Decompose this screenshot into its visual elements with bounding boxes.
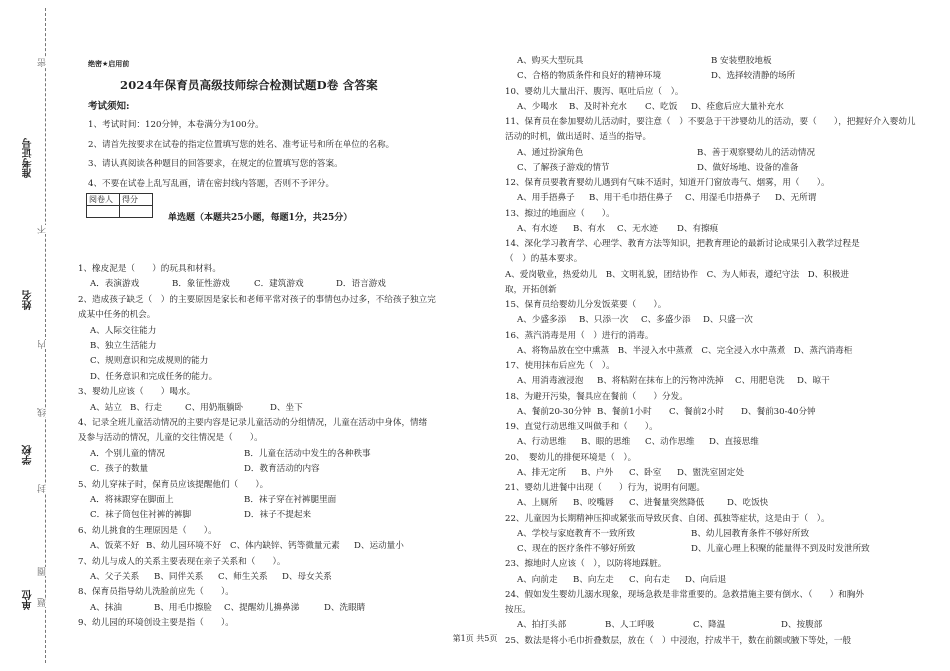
answer-option[interactable]: B、善于观察婴幼儿的活动情况 — [697, 147, 816, 158]
answer-option[interactable]: A、上厕所 — [517, 498, 558, 509]
answer-options — [505, 193, 835, 204]
seal-mark: 密 — [38, 58, 48, 67]
answer-option[interactable]: A．将袜跟穿在脚面上 — [90, 495, 174, 505]
answer-option[interactable]: B、及时补充水 — [569, 101, 627, 112]
answer-options — [78, 403, 310, 414]
answer-option[interactable]: D、坐下 — [270, 402, 303, 413]
answer-option[interactable]: D、洗眼睛 — [324, 602, 366, 613]
answer-options — [78, 464, 364, 475]
answer-option[interactable]: D、有擦痕 — [677, 223, 719, 234]
answer-options — [78, 510, 364, 521]
answer-options — [505, 529, 841, 540]
answer-option[interactable]: C、体内缺锌、钙等微量元素 — [230, 541, 340, 552]
seal-mark: 不 — [38, 225, 48, 234]
answer-option[interactable]: C、用湿毛巾捂鼻子 — [685, 193, 761, 204]
question-text: 3、婴幼儿应该（ ）喝水。 — [78, 387, 196, 398]
answer-option[interactable]: B、向左走 — [573, 574, 614, 585]
answer-options — [78, 279, 418, 290]
question-text: 4、记录全班儿童活动情况的主要内容是记录儿童活动的分组情况，儿童在活动中身体，情绪 — [78, 418, 428, 428]
answer-options — [505, 544, 891, 555]
question-text: 1、橡皮泥是（ ）的玩具和材料。 — [78, 264, 221, 274]
score-cell: 得分 — [120, 194, 153, 206]
answer-option[interactable]: C、用肥皂洗 — [735, 376, 785, 387]
answer-option: B、独立生活能力 — [90, 341, 157, 351]
answer-option[interactable]: D、儿童心理上积聚的能量得不到及时发泄所致 — [691, 544, 870, 554]
answer-options — [505, 224, 737, 235]
answer-option[interactable]: A、购买大型玩具 — [517, 56, 584, 66]
answer-option[interactable]: C、降温 — [693, 620, 726, 631]
answer-options — [78, 495, 364, 506]
seal-mark: 题 — [38, 598, 48, 607]
notice-heading: 考试须知: — [88, 101, 130, 112]
answer-option[interactable]: B、用毛巾擦脸 — [154, 602, 212, 613]
question-text: 13、擦过的地面应（ ）。 — [505, 208, 615, 219]
answer-options — [505, 315, 765, 326]
answer-option[interactable]: D、母女关系 — [282, 572, 332, 582]
answer-option[interactable]: C．袜子筒包住衬裤的裤脚 — [90, 510, 192, 521]
notice-rule: 1、考试时间：120分钟，本卷满分为100分。 — [88, 120, 264, 130]
answer-option[interactable]: C、合格的物质条件和良好的精神环境 — [517, 71, 662, 82]
answer-option[interactable]: A．表演游戏 — [90, 279, 140, 290]
answer-options — [505, 575, 741, 586]
answer-options — [505, 56, 831, 67]
answer-option[interactable]: A、学校与家庭教育不一致所致 — [517, 528, 635, 539]
question-text: 11、保育员在参加婴幼儿活动时，要注意（ ）不要急于干涉婴幼儿的活动，要（ ），把握好介入婴幼儿 — [505, 117, 916, 127]
question-text: 取，开拓创新 — [505, 284, 557, 295]
answer-option[interactable]: A、站立 — [90, 402, 122, 413]
answer-option[interactable]: A、行动思维 — [517, 437, 567, 448]
answer-option[interactable]: B、幼儿园环境不好 — [146, 541, 222, 552]
question-text: 活动的时机，做出适时、适当的指导。 — [505, 132, 652, 143]
answer-option[interactable]: B．儿童在活动中发生的各种秩事 — [244, 448, 371, 459]
answer-option[interactable]: D、运动量小 — [354, 541, 404, 552]
answer-options — [505, 102, 801, 113]
question-text: 15、保育员给婴幼儿分发饭菜要（ ）。 — [505, 300, 667, 310]
answer-option[interactable]: B、户外 — [581, 467, 614, 478]
score-input-cell[interactable] — [120, 206, 153, 218]
question-text: 18、为避开污染，餐具应在餐前（ ）分发。 — [505, 391, 688, 402]
question-text: 2、造成孩子缺乏（ ）的主要原因是家长和老师平常对孩子的事情包办过多，不给孩子独立完 — [78, 294, 436, 305]
question-text: 14、深化学习教育学、心理学、教育方法等知识，把教育理论的最新讨论成果引入教学过程是 — [505, 239, 860, 249]
answer-option[interactable]: C、进餐量突然降低 — [629, 498, 705, 509]
seal-mark: 线 — [38, 408, 48, 417]
answer-options — [505, 71, 831, 82]
answer-options — [505, 148, 847, 159]
unit-label: 单位 — [23, 590, 34, 610]
question-text: 10、婴幼儿大量出汗、腹泻、呕吐后应（ ）。 — [505, 86, 684, 97]
question-text: 20、 婴幼儿的排便环境是（ ）。 — [505, 452, 637, 463]
answer-options — [505, 468, 767, 479]
answer-option: A、人际交往能力 — [90, 325, 157, 336]
section-heading: 单选题（本题共25小题，每题1分，共25分） — [168, 213, 353, 223]
notice-rule: 3、请认真阅读各种题目的回答要求，在规定的位置填写您的答案。 — [88, 159, 343, 169]
question-text: 25、数法是将小毛巾折叠数层，放在（ ）中浸泡，拧成半干，数在前额或腋下等处，一般 — [505, 635, 852, 646]
answer-option[interactable]: A、父子关系 — [90, 572, 140, 582]
answer-option[interactable]: C、师生关系 — [218, 572, 268, 582]
answer-options — [505, 407, 831, 418]
exam-id-label: 准考证号 — [23, 138, 34, 178]
answer-option[interactable]: B、人工呼吸 — [605, 620, 655, 631]
answer-options — [505, 498, 787, 509]
name-label: 姓名 — [23, 290, 34, 310]
answer-option[interactable]: B、同伴关系 — [154, 572, 204, 582]
answer-option[interactable]: C、现在的医疗条件不够好所致 — [517, 544, 636, 554]
answer-options — [505, 437, 773, 448]
answer-option[interactable]: B、将粘附在抹布上的污物冲洗掉 — [597, 376, 724, 387]
answer-option[interactable]: C、向右走 — [629, 574, 670, 585]
answer-option: A、将物品放在空中熏蒸 B、半浸入水中蒸煮 C、完全浸入水中蒸煮 D、蒸汽消毒柜 — [517, 345, 853, 356]
page-title: 2024年保育员高级技师综合检测试题D卷 含答案 — [120, 78, 378, 92]
answer-option[interactable]: C．建筑游戏 — [254, 279, 304, 290]
question-text: 5、幼儿穿袜子时，保育员应该提醒他们（ ）。 — [78, 479, 269, 490]
answer-option[interactable]: B、幼儿园教育条件不够好所致 — [691, 528, 810, 539]
answer-option: C、规则意识和完成规则的能力 — [90, 356, 209, 367]
answer-option[interactable]: B、眼的思维 — [581, 437, 631, 448]
seal-mark: 封 — [38, 484, 48, 493]
answer-option[interactable]: A、用手捂鼻子 — [517, 193, 575, 204]
question-text: 21、婴幼儿进餐中出现（ ）行为，说明有问题。 — [505, 483, 705, 493]
question-text: A、爱岗敬业，热爱幼儿 B、文明礼貌，团结协作 C、为人师表，遵纪守法 D、积极进 — [505, 269, 849, 280]
answer-option[interactable]: B、餐前1小时 — [597, 406, 652, 417]
answer-option[interactable]: C、提醒幼儿擤鼻涕 — [224, 602, 300, 613]
answer-options — [78, 449, 404, 460]
question-text: 及参与活动的情况，儿童的交往情况是（ ）。 — [78, 433, 263, 444]
grader-input-cell[interactable] — [87, 206, 120, 218]
answer-option[interactable]: D、按腹部 — [781, 620, 823, 631]
page-number: 第1页 共5页 — [452, 634, 498, 643]
question-text: （ ）的基本要求。 — [505, 254, 583, 265]
answer-option[interactable]: C、了解孩子游戏的情节 — [517, 162, 610, 173]
answer-option[interactable]: A、餐前20-30分钟 — [517, 406, 591, 417]
answer-option[interactable]: D、向后退 — [685, 574, 727, 585]
answer-option[interactable]: D．语言游戏 — [336, 279, 386, 290]
question-text: 16、蒸汽消毒是用（ ）进行的消毒。 — [505, 330, 654, 341]
question-text: 22、儿童因为长期精神压抑或紧张而导致厌食、自闭、孤独等症状，这是由于（ ）。 — [505, 513, 830, 524]
question-text: 12、保育员要教育婴幼儿遇到有气味不适时，知道开门窗放毒气、烟雾，用（ ）。 — [505, 178, 830, 188]
seal-mark: 圈 — [38, 567, 48, 576]
answer-option[interactable]: A、拍打头部 — [517, 620, 567, 631]
answer-option[interactable]: A、抹油 — [90, 602, 122, 613]
answer-option[interactable]: A、向前走 — [517, 574, 558, 585]
school-label: 学校 — [23, 445, 34, 465]
answer-options — [78, 572, 346, 583]
answer-options — [505, 620, 851, 631]
question-text: 按压。 — [505, 605, 531, 615]
question-text: 19、直觉行动思维又叫做手和（ ）。 — [505, 422, 658, 432]
answer-option[interactable]: B、有水 — [573, 223, 606, 234]
answer-option[interactable]: B、用干毛巾捂住鼻子 — [589, 193, 673, 204]
question-text: 8、保育员指导幼儿洗脸前应先（ ）。 — [78, 587, 234, 598]
answer-options — [505, 163, 847, 174]
answer-option[interactable]: A、排无定所 — [517, 467, 567, 478]
answer-option[interactable]: C、动作思维 — [645, 437, 695, 448]
answer-option[interactable]: D．袜子不提起来 — [244, 510, 312, 521]
answer-option[interactable]: D、盥洗室固定处 — [677, 467, 745, 478]
answer-option[interactable]: C、用奶瓶躺卧 — [185, 402, 244, 413]
answer-option[interactable]: A、饭菜不好 — [90, 541, 140, 552]
secret-mark: 绝密★启用前 — [88, 60, 130, 68]
question-text: 6、幼儿挑食的生理原因是（ ）。 — [78, 525, 217, 536]
notice-rule: 4、不要在试卷上乱写乱画，请在密封线内答题，否则不予评分。 — [88, 179, 335, 189]
answer-option[interactable]: D、痊愈后应大量补充水 — [691, 101, 784, 112]
question-text: 24、假如发生婴幼儿溺水现象，现场急救是非常重要的。急救措施主要有倒水、（ ）和胸外 — [505, 589, 864, 600]
question-text: 23、擦地时人应该（ ），以防将地踩脏。 — [505, 559, 667, 570]
question-text: 9、幼儿园的环境创设主要是指（ ）。 — [78, 618, 234, 629]
answer-option[interactable]: A、有水迹 — [517, 223, 558, 234]
answer-option[interactable]: A、少喝水 — [517, 101, 558, 112]
answer-option[interactable]: C、餐前2小时 — [669, 406, 725, 417]
answer-option: D、任务意识和完成任务的能力。 — [90, 371, 218, 382]
question-text: 7、幼儿与成人的关系主要表现在亲子关系和（ ）。 — [78, 556, 286, 567]
answer-option[interactable]: D、选择较清静的场所 — [711, 71, 796, 82]
answer-option[interactable]: C、卧室 — [629, 467, 662, 478]
answer-option[interactable]: D．教育活动的内容 — [244, 464, 320, 475]
answer-option[interactable]: D、餐前30-40分钟 — [741, 406, 816, 417]
question-text: 17、使用抹布后应先（ ）。 — [505, 361, 615, 371]
answer-option[interactable]: B．象征性游戏 — [172, 279, 230, 290]
seal-dashed-line — [45, 8, 46, 663]
answer-option[interactable]: B、只添一次 — [579, 315, 629, 326]
answer-option[interactable]: A、通过扮演角色 — [517, 147, 584, 158]
question-text: 成某中任务的机会。 — [78, 310, 156, 321]
answer-option[interactable]: C．孩子的数量 — [90, 464, 149, 475]
answer-option[interactable]: D、吃饭快 — [727, 498, 769, 509]
answer-option[interactable]: D、晾干 — [797, 376, 830, 387]
answer-option[interactable]: C、吃饭 — [645, 101, 678, 112]
grader-cell: 阅卷人 — [87, 194, 120, 206]
answer-option[interactable]: A．个别儿童的情况 — [90, 448, 165, 459]
answer-option[interactable]: C、多盛少添 — [641, 315, 691, 326]
answer-options — [78, 603, 384, 614]
answer-option[interactable]: B．袜子穿在衬裤腿里面 — [244, 495, 337, 505]
answer-option[interactable]: D、做好场地、设备的准备 — [697, 162, 799, 173]
answer-option[interactable]: A、少盛多添 — [517, 315, 567, 326]
answer-option[interactable]: D、无所谓 — [775, 193, 817, 204]
score-table — [86, 193, 153, 218]
seal-line-sidebar — [0, 0, 62, 671]
answer-option[interactable]: B 安装塑胶地板 — [711, 56, 772, 66]
answer-option[interactable]: C、无水迹 — [617, 223, 658, 234]
answer-options — [505, 376, 837, 387]
answer-option[interactable]: B、行走 — [130, 402, 163, 413]
answer-option[interactable]: D、直接思维 — [709, 437, 759, 448]
notice-rule: 2、请首先按要求在试卷的指定位置填写您的姓名、准考证号和所在单位的名称。 — [88, 140, 395, 150]
answer-option[interactable]: D、只盛一次 — [703, 315, 753, 326]
seal-mark: 内 — [38, 340, 48, 349]
answer-option[interactable]: A、用消毒液浸泡 — [517, 376, 584, 387]
answer-option[interactable]: B、咬嘴唇 — [573, 498, 614, 509]
answer-options — [78, 541, 414, 552]
